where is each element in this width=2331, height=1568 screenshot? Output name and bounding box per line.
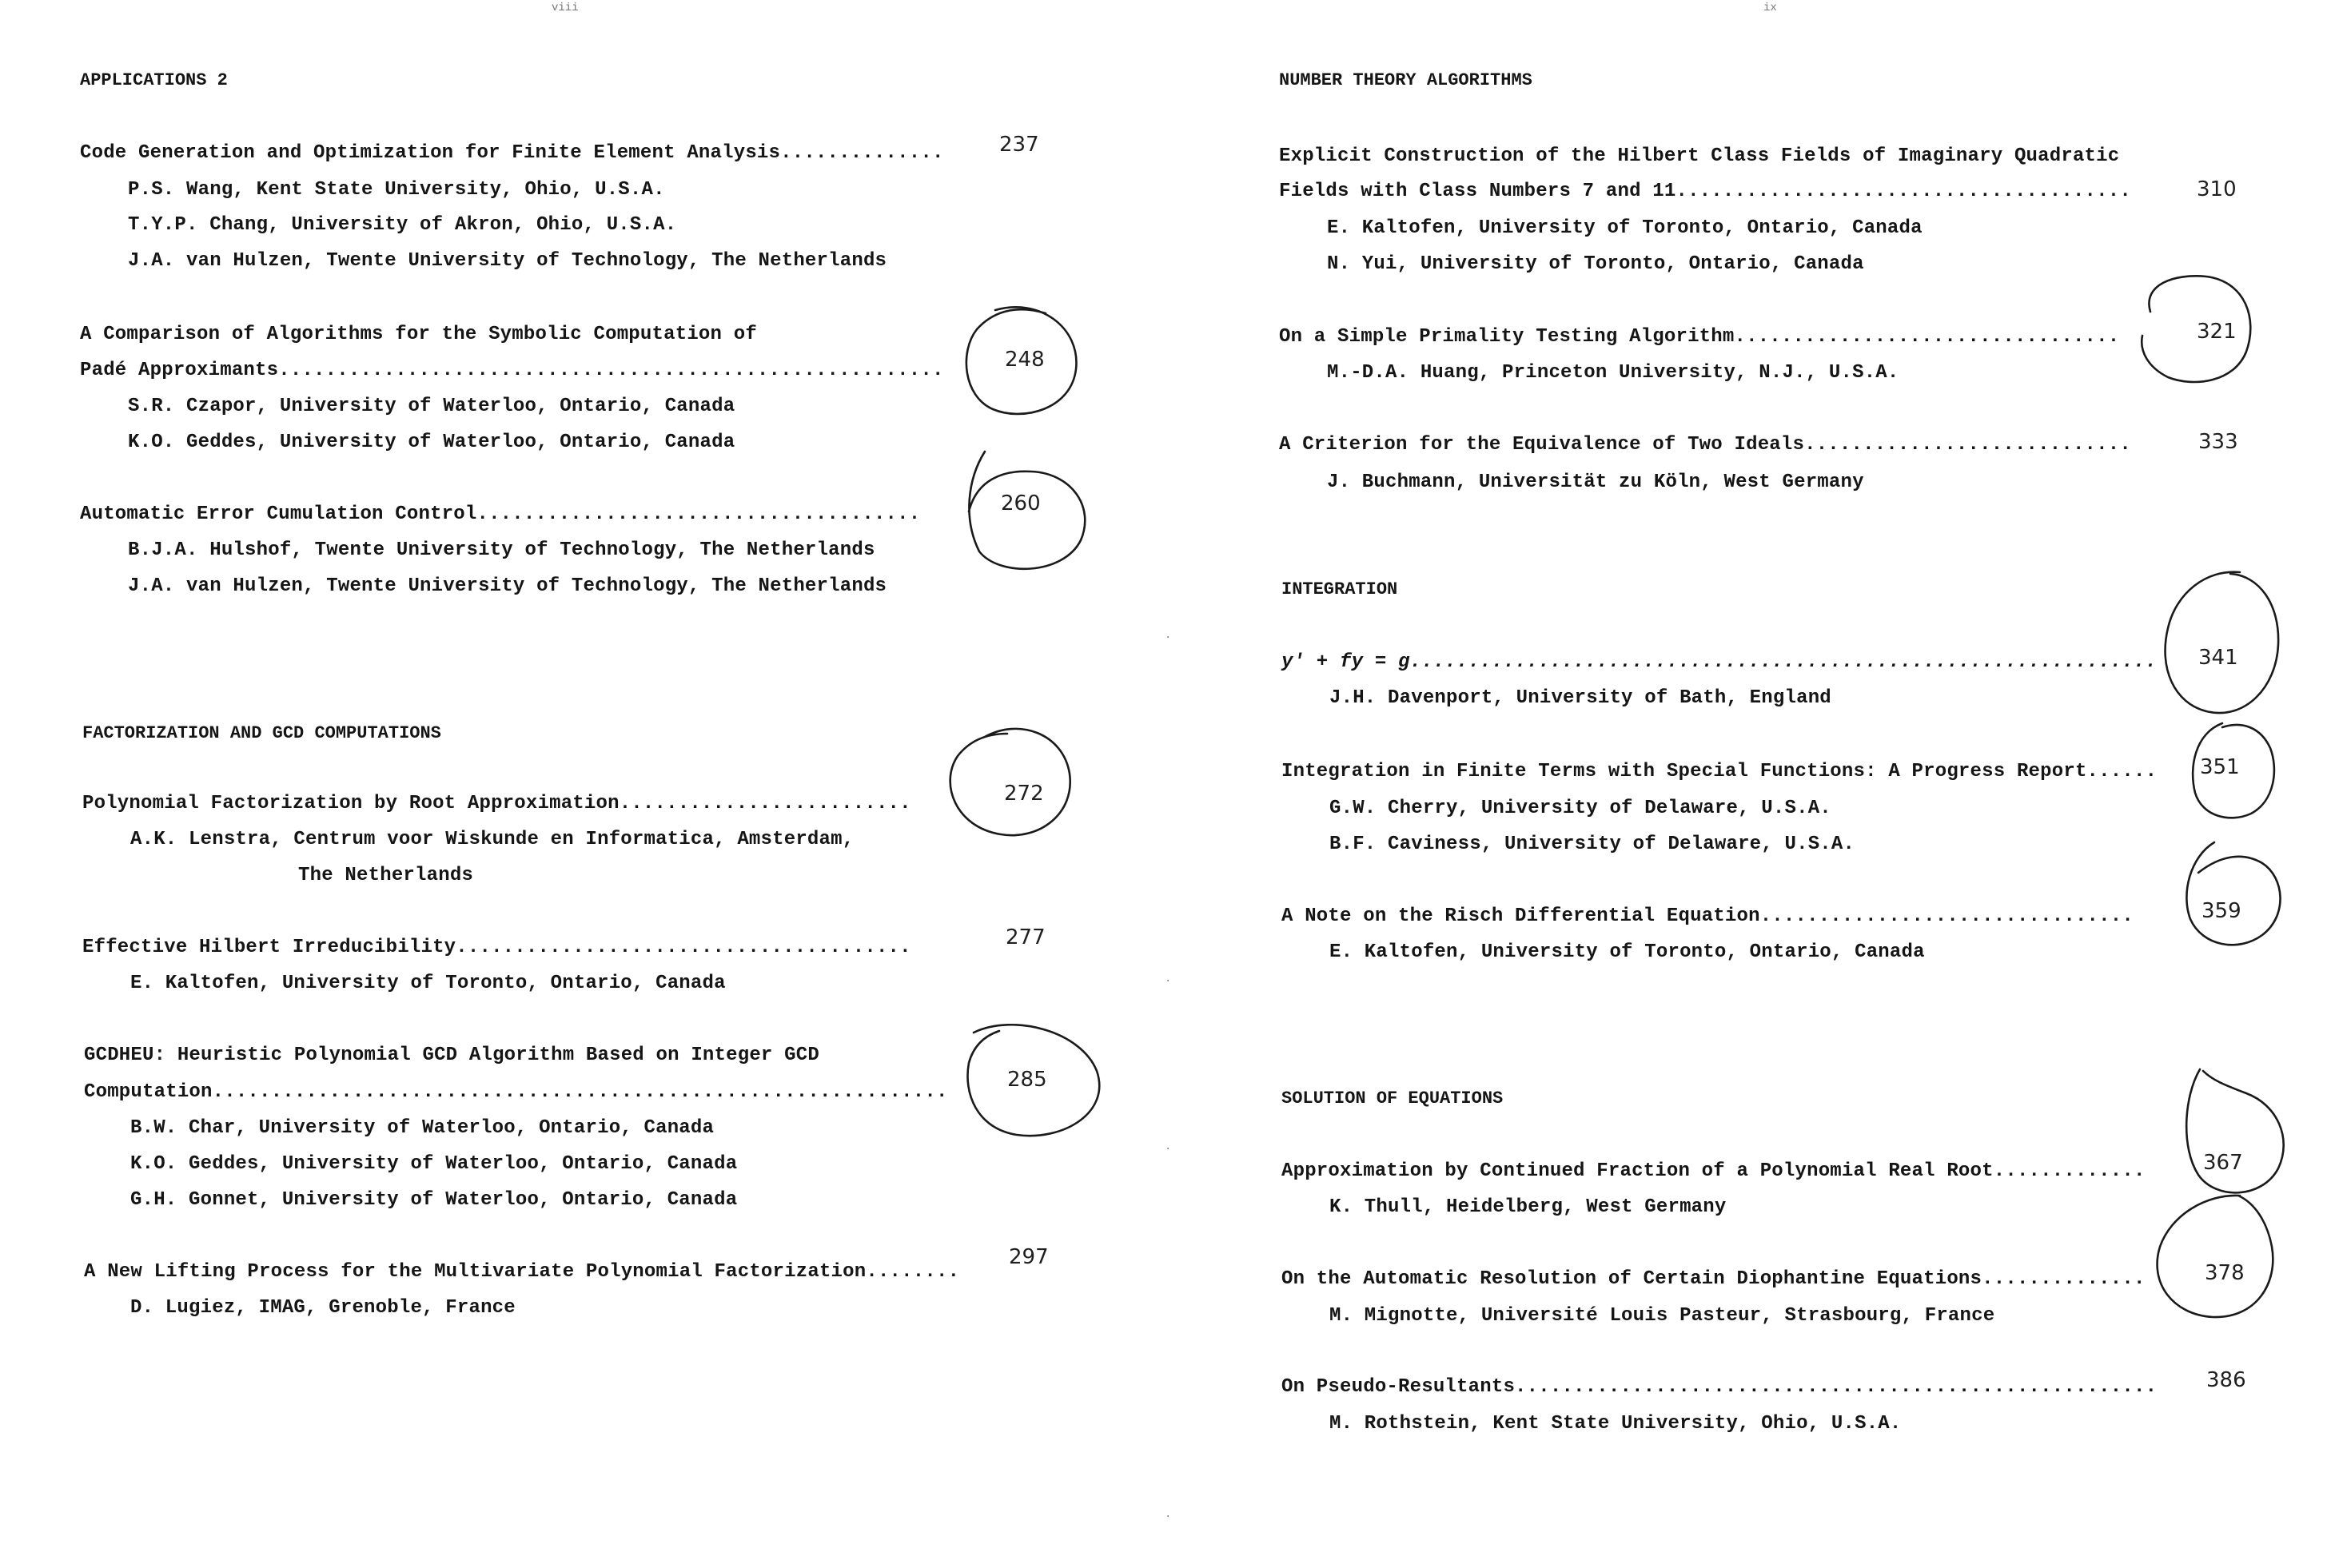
gutter-mark: · — [1165, 1143, 1172, 1156]
entry-author: E. Kaltofen, University of Toronto, Ontario, Canada — [130, 973, 726, 994]
page-number: 378 — [2205, 1261, 2245, 1285]
entry-title: A Note on the Risch Differential Equation................................ — [1281, 905, 2134, 927]
entry-title: On a Simple Primality Testing Algorithm................................. — [1279, 326, 2120, 348]
entry-author: K.O. Geddes, University of Waterloo, Ontario, Canada — [130, 1153, 738, 1175]
section-heading-number-theory: NUMBER THEORY ALGORITHMS — [1279, 70, 1532, 90]
entry-title: On the Automatic Resolution of Certain Diophantine Equations.............. — [1281, 1268, 2146, 1290]
entry-author: N. Yui, University of Toronto, Ontario, Canada — [1327, 253, 1864, 275]
gutter-mark: · — [1165, 1510, 1172, 1523]
page-number: 285 — [1007, 1068, 1047, 1092]
page-number: 248 — [1005, 348, 1045, 372]
page-number: 272 — [1004, 782, 1044, 806]
annotation-circle — [2186, 842, 2280, 945]
entry-author: G.W. Cherry, University of Delaware, U.S.A. — [1329, 798, 1831, 819]
entry-author: J.A. van Hulzen, Twente University of Technology, The Netherlands — [128, 575, 887, 597]
entry-author: G.H. Gonnet, University of Waterloo, Ontario, Canada — [130, 1189, 738, 1211]
entry-author: M. Rothstein, Kent State University, Ohio, U.S.A. — [1329, 1413, 1902, 1435]
entry-author: A.K. Lenstra, Centrum voor Wiskunde en Informatica, Amsterdam, — [130, 829, 855, 850]
entry-title: Fields with Class Numbers 7 and 11....................................... — [1279, 181, 2131, 202]
page-number: 351 — [2200, 755, 2240, 779]
section-heading-applications-2: APPLICATIONS 2 — [80, 70, 228, 90]
entry-title: Effective Hilbert Irreducibility....................................... — [82, 937, 911, 958]
entry-author: E. Kaltofen, University of Toronto, Ontario, Canada — [1329, 941, 1925, 963]
entry-author: D. Lugiez, IMAG, Grenoble, France — [130, 1297, 516, 1319]
section-heading-integration: INTEGRATION — [1281, 579, 1398, 599]
section-heading-solution-equations: SOLUTION OF EQUATIONS — [1281, 1088, 1504, 1108]
section-heading-factorization-gcd: FACTORIZATION AND GCD COMPUTATIONS — [82, 723, 441, 743]
entry-title: A New Lifting Process for the Multivariate Polynomial Factorization........ — [84, 1261, 960, 1283]
annotation-circle — [2158, 1196, 2273, 1317]
entry-title: A Comparison of Algorithms for the Symbolic Computation of — [80, 324, 757, 345]
entry-title: Code Generation and Optimization for Finite Element Analysis.............. — [80, 142, 944, 164]
entry-title: y' + fy = g................................................................ — [1281, 651, 2158, 673]
entry-title: Approximation by Continued Fraction of a Polynomial Real Root............. — [1281, 1160, 2146, 1182]
folio-left: viii — [552, 2, 579, 14]
entry-title: Computation............................................................... — [84, 1081, 948, 1103]
entry-author: J.H. Davenport, University of Bath, England — [1329, 687, 1831, 709]
entry-title: Automatic Error Cumulation Control...................................... — [80, 503, 921, 525]
entry-title: GCDHEU: Heuristic Polynomial GCD Algorithm Based on Integer GCD — [84, 1045, 819, 1066]
entry-title: Integration in Finite Terms with Special Functions: A Progress Report...... — [1281, 761, 2158, 782]
entry-author: B.F. Caviness, University of Delaware, U.S.A. — [1329, 834, 1855, 855]
folio-right: ix — [1763, 2, 1777, 14]
page-number: 333 — [2198, 430, 2238, 454]
entry-author: M. Mignotte, Université Louis Pasteur, Strasbourg, France — [1329, 1305, 1995, 1327]
entry-author: E. Kaltofen, University of Toronto, Ontario, Canada — [1327, 217, 1923, 239]
entry-title: Padé Approximants......................................................... — [80, 360, 944, 381]
entry-author: J.A. van Hulzen, Twente University of Technology, The Netherlands — [128, 250, 887, 272]
entry-author: J. Buchmann, Universität zu Köln, West Germany — [1327, 472, 1864, 493]
entry-title: Polynomial Factorization by Root Approximation......................... — [82, 793, 911, 814]
entry-author: M.-D.A. Huang, Princeton University, N.J., U.S.A. — [1327, 362, 1899, 384]
page-number: 310 — [2197, 177, 2237, 201]
page-number: 321 — [2197, 320, 2237, 344]
page-number: 367 — [2203, 1151, 2243, 1175]
entry-author: The Netherlands — [298, 865, 474, 886]
entry-author: K. Thull, Heidelberg, West Germany — [1329, 1196, 1727, 1218]
annotation-circle — [2166, 572, 2279, 713]
entry-author: K.O. Geddes, University of Waterloo, Ontario, Canada — [128, 432, 735, 453]
entry-author: B.W. Char, University of Waterloo, Ontario, Canada — [130, 1117, 715, 1139]
entry-title: A Criterion for the Equivalence of Two Ideals............................ — [1279, 434, 2131, 456]
page-number: 237 — [999, 133, 1039, 157]
page-number: 359 — [2202, 899, 2241, 923]
entry-author: B.J.A. Hulshof, Twente University of Technology, The Netherlands — [128, 539, 875, 561]
page-number: 341 — [2198, 646, 2238, 670]
entry-author: T.Y.P. Chang, University of Akron, Ohio, U.S.A. — [128, 214, 677, 236]
gutter-mark: · — [1165, 631, 1172, 644]
entry-title: Explicit Construction of the Hilbert Class Fields of Imaginary Quadratic — [1279, 145, 2120, 167]
entry-author: S.R. Czapor, University of Waterloo, Ontario, Canada — [128, 396, 735, 417]
page-number: 297 — [1009, 1245, 1049, 1269]
page-number: 386 — [2206, 1368, 2246, 1392]
gutter-mark: · — [1165, 975, 1172, 988]
page-number: 260 — [1001, 491, 1041, 515]
entry-author: P.S. Wang, Kent State University, Ohio, U.S.A. — [128, 179, 665, 201]
entry-title: On Pseudo-Resultants....................................................... — [1281, 1376, 2158, 1398]
page-number: 277 — [1006, 925, 1046, 949]
